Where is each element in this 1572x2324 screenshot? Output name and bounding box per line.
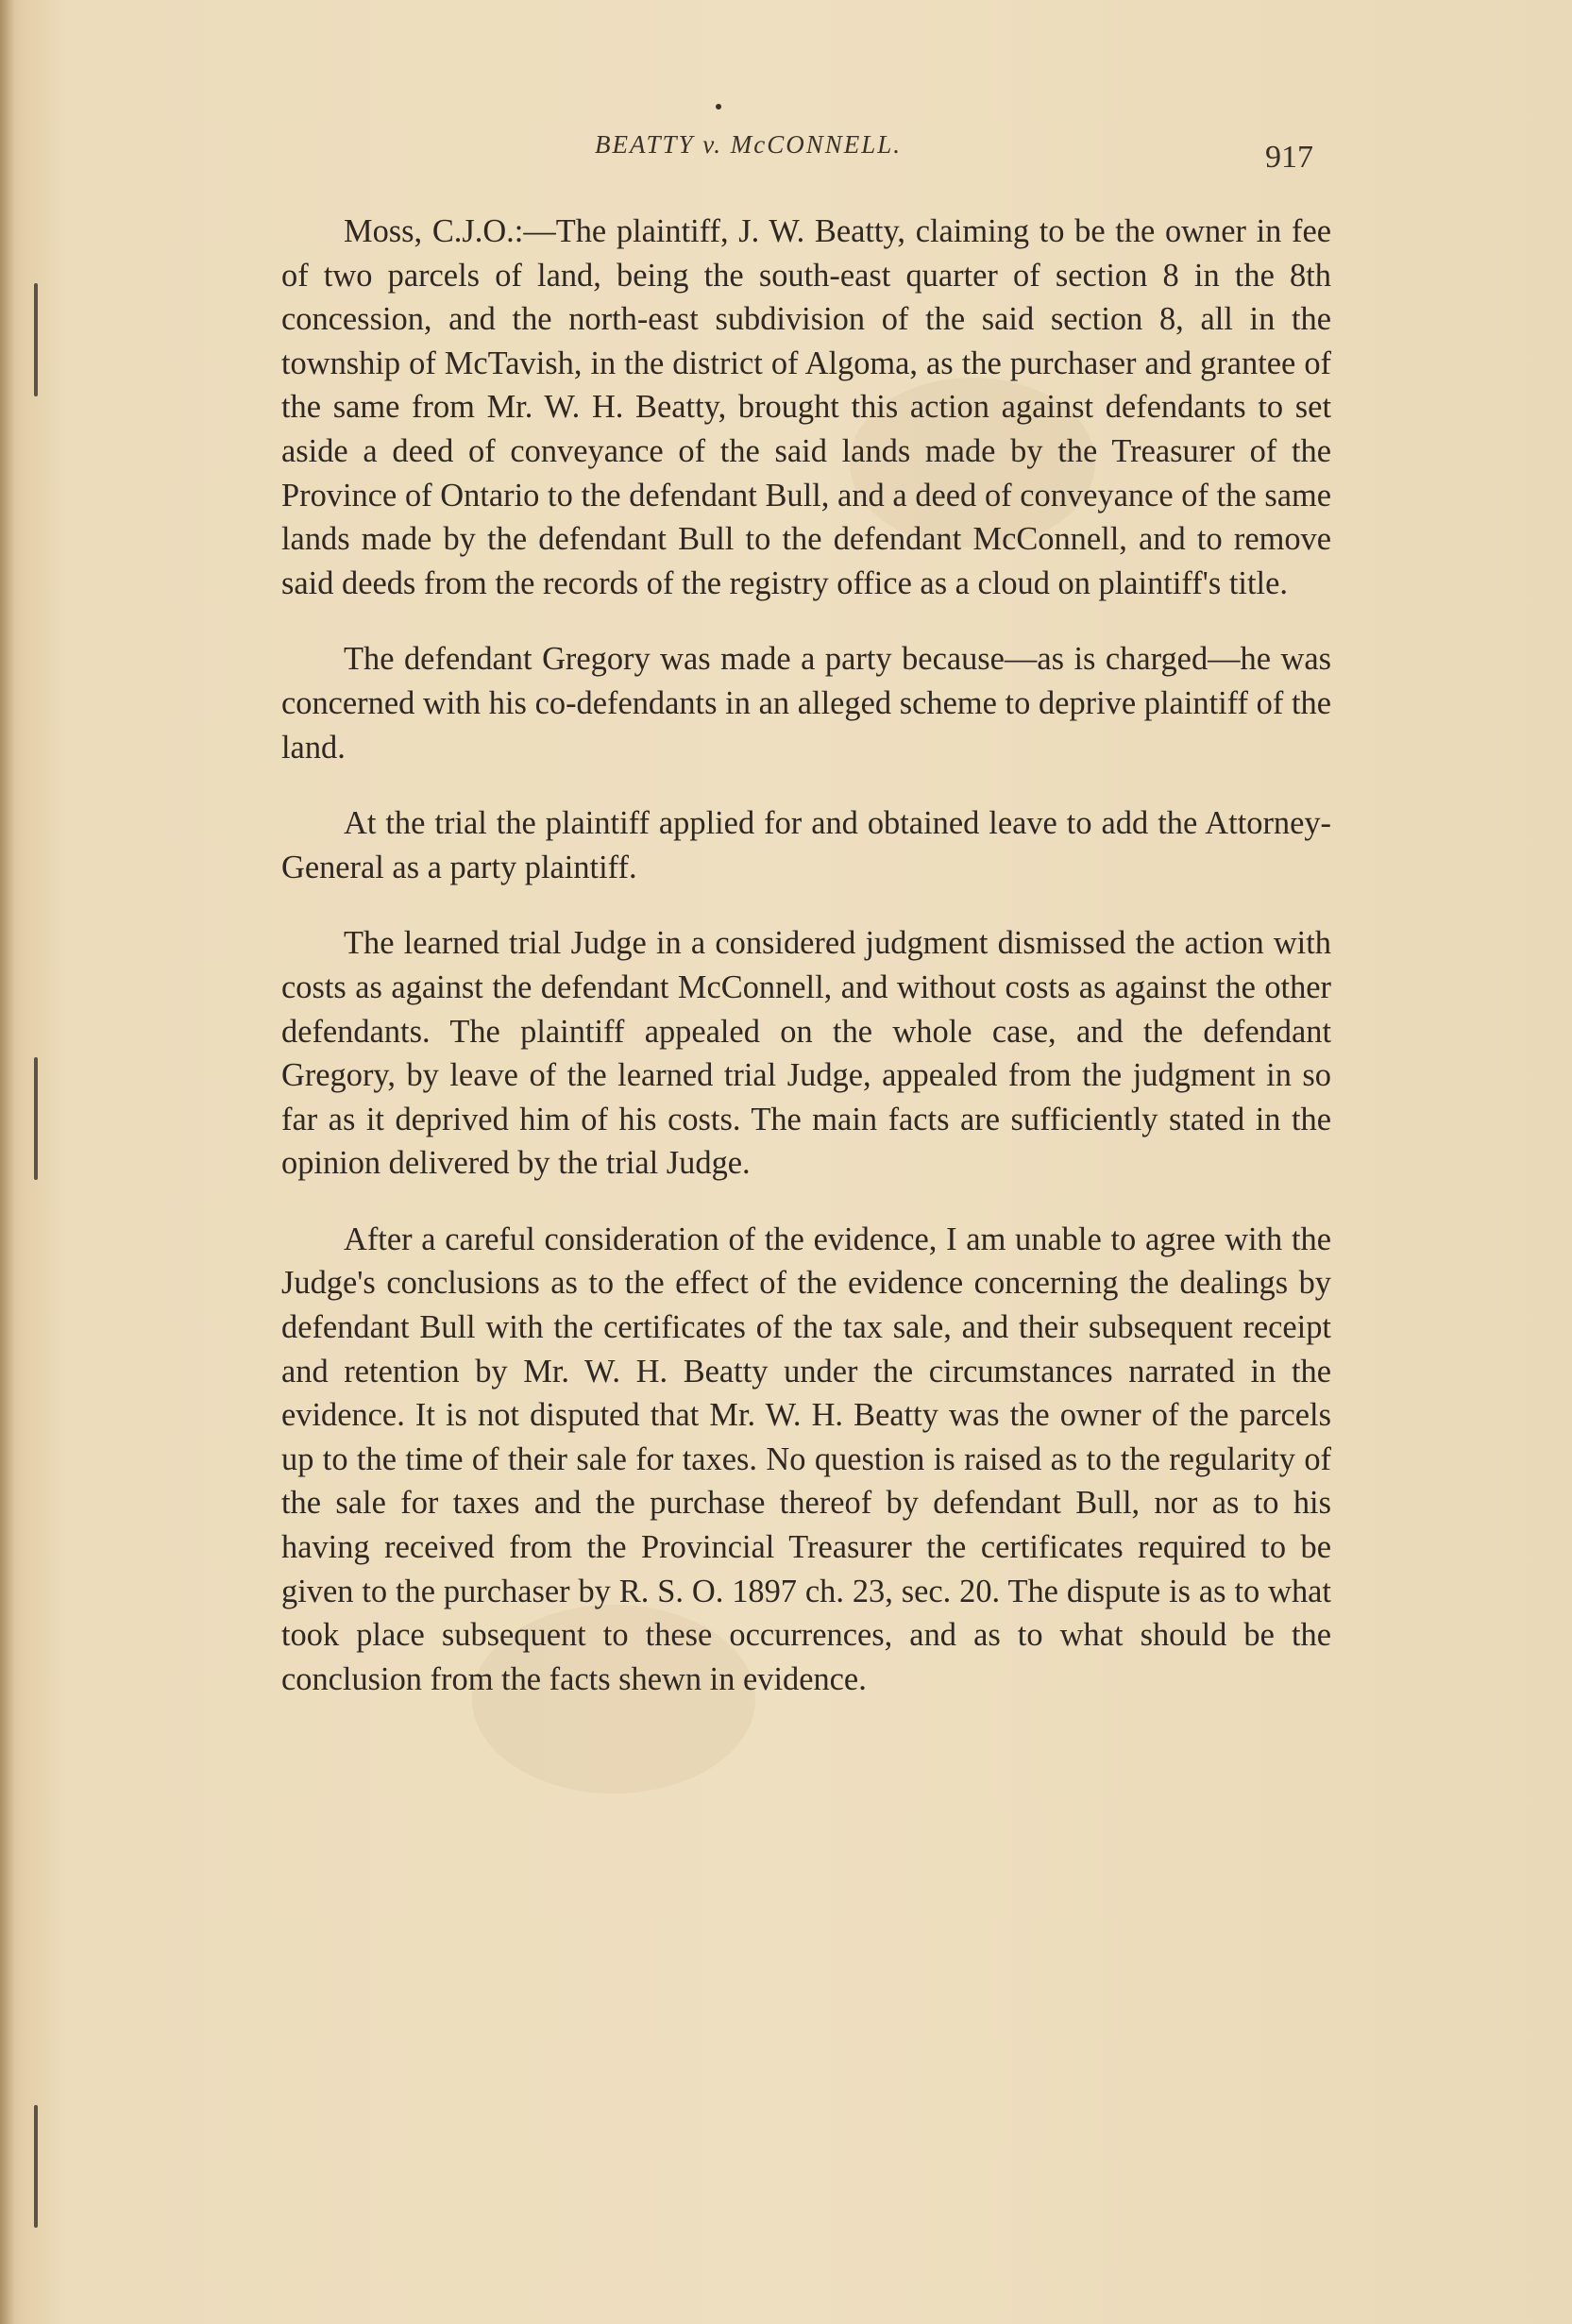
paragraph: At the trial the plaintiff applied for and obtained leave to add the Attorney-General as a party plaintiff. xyxy=(281,805,1331,885)
margin-mark xyxy=(34,2105,38,2228)
page-number: 917 xyxy=(1265,140,1313,175)
paragraph: Moss, C.J.O.:—The plaintiff, J. W. Beatty, claiming to be the owner in fee of two parcels of land, being the south-east quarter of section 8 in the 8th concession, and the north-east subdivision of the said section 8, all in the township of McTavish, in the district of Algoma, as the purchaser and grantee of the same from Mr. W. H. Beatty, brought this action against defendants to set aside a deed of conveyance of the said lands made by the Treasurer of the Province of Ontario to the defendant Bull, and a deed of conveyance of the same lands made by the defendant Bull to the defendant McConnell, and to remove said deeds from the records of the registry office as a cloud on plaintiff's title. xyxy=(281,213,1331,601)
paragraph: The learned trial Judge in a considered judgment dismissed the action with costs as against the defendant McConnell, and without costs as against the other defendants. The plaintiff appealed on the whole case, and the defendant Gregory, by leave of the learned trial Judge, appealed from the judgment in so far as it deprived him of his costs. The main facts are sufficiently stated in the opinion delivered by the trial Judge. xyxy=(281,925,1331,1182)
margin-mark xyxy=(34,283,38,396)
running-head: BEATTY v. McCONNELL. xyxy=(595,130,903,159)
paragraph: After a careful consideration of the evidence, I am unable to agree with the Judge's conclusions as to the effect of the evidence concerning the dealings by defendant Bull with the certificates of the tax sale, and their subsequent receipt and retention by Mr. W. H. Beatty under the circumstances narrated in the evidence. It is not disputed that Mr. W. H. Beatty was the owner of the parcels up to the time of their sale for taxes. No question is raised as to the regularity of the sale for taxes and the purchase thereof by defendant Bull, nor as to his having received from the Provincial Treasurer the certificates required to be given to the purchaser by R. S. O. 1897 ch. 23, sec. 20. The dispute is as to what took place subsequent to these occurrences, and as to what should be the conclusion from the facts shewn in evidence. xyxy=(281,1221,1331,1697)
printer-dot xyxy=(716,104,721,109)
page-header xyxy=(283,130,1322,187)
binding-gutter xyxy=(0,0,13,2324)
body-text xyxy=(281,210,1331,1733)
paragraph: The defendant Gregory was made a party because—as is charged—he was concerned with his co-defendants in an alleged scheme to deprive plaintiff of the land. xyxy=(281,641,1331,766)
margin-mark xyxy=(34,1057,38,1180)
